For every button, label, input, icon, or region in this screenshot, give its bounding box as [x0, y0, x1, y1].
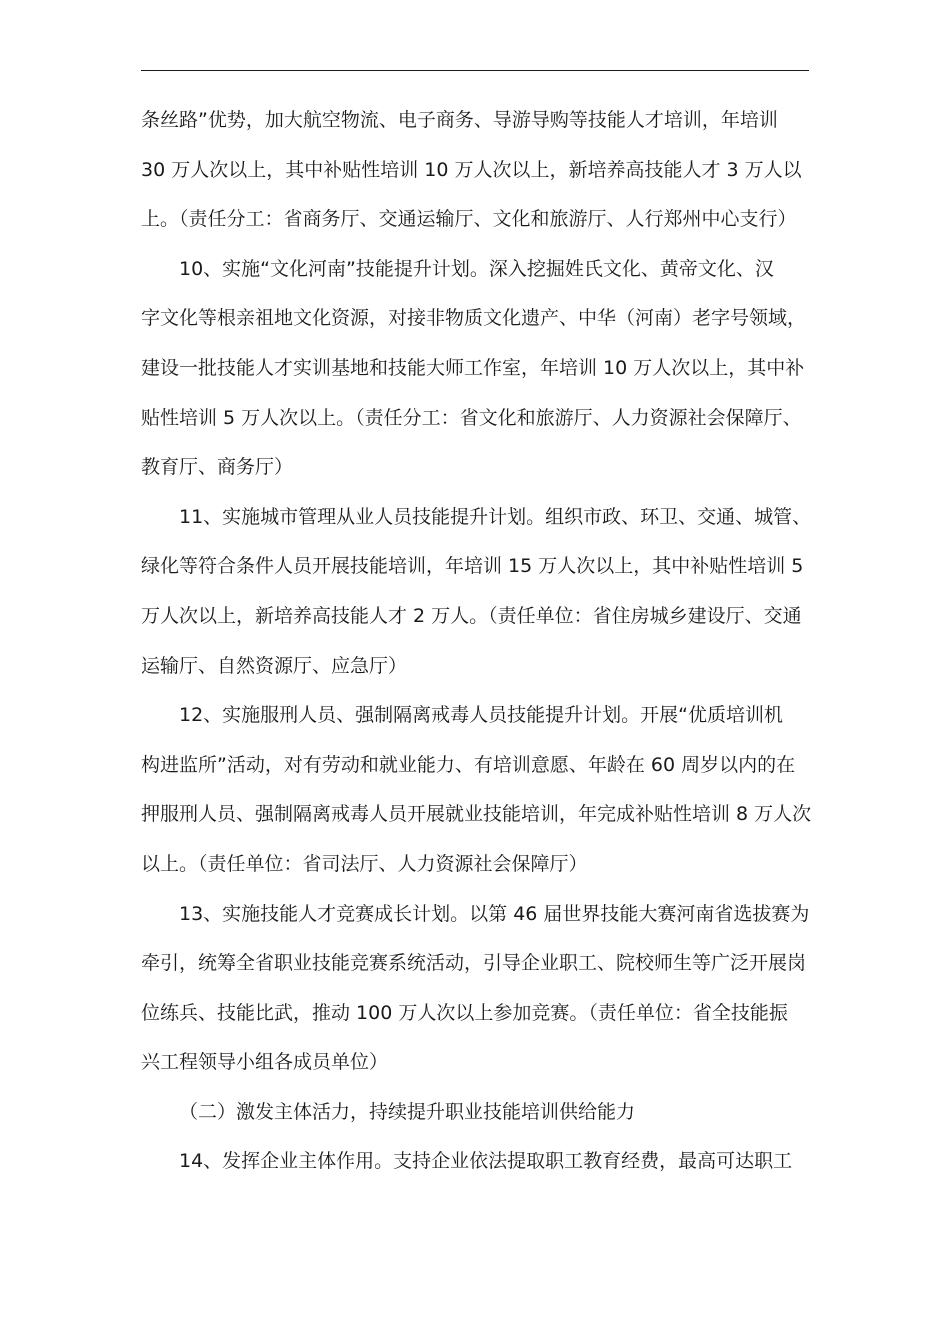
section-heading: （二）激发主体活力，持续提升职业技能培训供给能力 [179, 1100, 636, 1123]
text-line: 位练兵、技能比武，推动 100 万人次以上参加竞赛。（责任单位：省全技能振 [141, 1001, 788, 1024]
header-rule [141, 70, 809, 71]
body-text [141, 96, 811, 1187]
text-line: 条丝路”优势，加大航空物流、电子商务、导游导购等技能人才培训，年培训 [141, 109, 778, 131]
text-line: 建设一批技能人才实训基地和技能大师工作室，年培训 10 万人次以上，其中补 [141, 356, 805, 379]
paragraph-start-line: 14、发挥企业主体作用。支持企业依法提取职工教育经费，最高可达职工 [179, 1150, 793, 1173]
paragraph-start-line: 10、实施“文化河南”技能提升计划。深入挖掘姓氏文化、黄帝文化、汉 [179, 257, 774, 280]
paragraph-start-line: 13、实施技能人才竞赛成长计划。以第 46 届世界技能大赛河南省选拔赛为 [179, 902, 810, 925]
text-line: 贴性培训 5 万人次以上。（责任分工：省文化和旅游厅、人力资源社会保障厅、 [141, 406, 802, 429]
text-line: 30 万人次以上，其中补贴性培训 10 万人次以上，新培养高技能人才 3 万人以 [141, 158, 802, 181]
text-line: 运输厅、自然资源厅、应急厅） [141, 654, 408, 677]
text-line: 万人次以上，新培养高技能人才 2 万人。（责任单位：省住房城乡建设厅、交通 [141, 604, 802, 627]
text-line: 教育厅、商务厅） [141, 456, 294, 479]
text-line: 以上。（责任单位：省司法厅、人力资源社会保障厅） [141, 852, 588, 875]
text-line: 上。（责任分工：省商务厅、交通运输厅、文化和旅游厅、人行郑州中心支行） [141, 208, 797, 231]
text-line: 绿化等符合条件人员开展技能培训，年培训 15 万人次以上，其中补贴性培训 5 [141, 555, 804, 578]
text-line: 构进监所”活动，对有劳动和就业能力、有培训意愿、年龄在 60 周岁以内的在 [141, 753, 796, 776]
paragraph-start-line: 12、实施服刑人员、强制隔离戒毒人员技能提升计划。开展“优质培训机 [179, 704, 784, 727]
text-line: 押服刑人员、强制隔离戒毒人员开展就业技能培训，年完成补贴性培训 8 万人次 [141, 803, 811, 826]
text-line: 兴工程领导小组各成员单位） [141, 1051, 389, 1074]
paragraph-start-line: 11、实施城市管理从业人员技能提升计划。组织市政、环卫、交通、城管、 [179, 505, 811, 528]
text-line: 牵引，统筹全省职业技能竞赛系统活动，引导企业职工、院校师生等广泛开展岗 [141, 952, 807, 975]
text-line: 字文化等根亲祖地文化资源，对接非物质文化遗产、中华（河南）老字号领域， [141, 307, 807, 330]
